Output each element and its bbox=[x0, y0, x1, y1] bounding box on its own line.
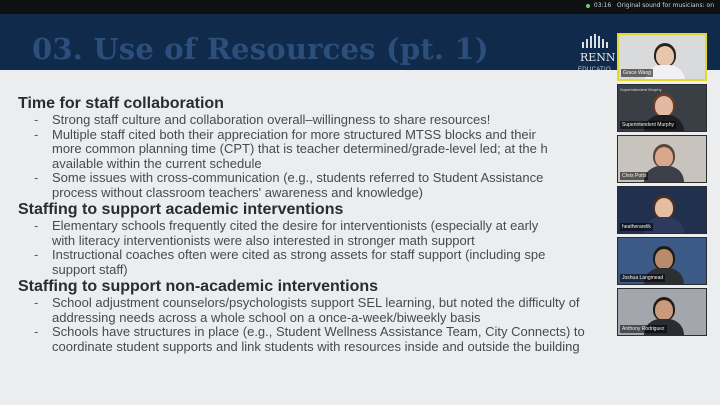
participant-face bbox=[656, 46, 674, 66]
bullet-line: - Instructional coaches often were cited as strong assets for staff support (including spe bbox=[52, 247, 546, 262]
bullet-line: - Some issues with cross-communication (e.g., students referred to Student Assistance bbox=[52, 170, 544, 185]
logo-name: RENN bbox=[580, 51, 616, 64]
zoom-time: 03:16 bbox=[593, 2, 612, 9]
participant-gallery bbox=[617, 33, 707, 337]
bullet-item bbox=[34, 296, 708, 325]
slide-content bbox=[18, 94, 708, 354]
slide-title: 03. Use of Resources (pt. 1) bbox=[32, 32, 489, 66]
bullet-line: with literacy interventionists were also interested in stronger math support bbox=[52, 232, 475, 248]
bullet-item bbox=[34, 128, 708, 172]
recording-indicator-icon bbox=[586, 4, 590, 8]
bullet-line: - School adjustment counselors/psychologists support SEL learning, but noted the difficulty of bbox=[52, 295, 580, 310]
bullet-line: - Schools have structures in place (e.g., Student Wellness Assistance Team, City Connects) to bbox=[52, 324, 585, 339]
participant-tile[interactable] bbox=[617, 84, 707, 132]
tile-caption: Superintendent Murphy bbox=[620, 87, 662, 92]
bullet-line: available within the current schedule bbox=[52, 155, 262, 171]
original-sound-toggle[interactable]: Original sound for musicians: on bbox=[616, 2, 714, 9]
participant-name: Superintendent Murphy bbox=[622, 122, 674, 128]
slide-header bbox=[0, 14, 720, 70]
logo-building-icon bbox=[582, 34, 614, 48]
participant-face bbox=[655, 300, 673, 320]
participant-face bbox=[655, 198, 673, 218]
bullet-list bbox=[18, 296, 708, 354]
section-heading: Time for staff collaboration bbox=[18, 95, 224, 112]
bullet-line: process without classroom teachers' awareness and knowledge) bbox=[52, 184, 424, 200]
bullet-line: - Multiple staff cited both their appreciation for more structured MTSS blocks and their bbox=[52, 126, 536, 142]
zoom-top-bar bbox=[0, 0, 720, 14]
participant-name: Anthony Rodriguez bbox=[622, 326, 665, 332]
participant-name: Chris Potts bbox=[622, 173, 647, 179]
participant-name: heatherarelik bbox=[622, 224, 651, 230]
section-heading: Staffing to support non-academic interventions bbox=[18, 278, 379, 295]
bullet-line: - Elementary schools frequently cited the desire for interventionists (especially at early bbox=[52, 218, 539, 233]
bullet-item bbox=[34, 171, 708, 200]
bullet-line: more common planning time (CPT) that is teacher determined/grade-level led; at the h bbox=[52, 141, 548, 156]
bullet-item bbox=[34, 219, 708, 248]
bullet-item bbox=[34, 113, 708, 128]
participant-body bbox=[644, 166, 684, 183]
participant-face bbox=[655, 96, 673, 116]
participant-tile[interactable] bbox=[617, 33, 707, 81]
bullet-item bbox=[34, 248, 708, 277]
bullet-line: - Strong staff culture and collaboration overall–willingness to share resources! bbox=[52, 112, 491, 127]
participant-tile[interactable] bbox=[617, 237, 707, 285]
slide-body bbox=[0, 70, 720, 405]
participant-face bbox=[655, 147, 673, 167]
participant-tile[interactable] bbox=[617, 135, 707, 183]
participant-name: Joshua Langmead bbox=[622, 275, 664, 281]
bullet-list bbox=[18, 219, 708, 277]
zoom-status bbox=[586, 2, 714, 9]
participant-tile[interactable] bbox=[617, 186, 707, 234]
participant-name: Grace Wang bbox=[623, 70, 651, 76]
bullet-line: addressing needs across a whole school on a once-a-week/biweekly basis bbox=[52, 309, 481, 325]
participant-face bbox=[655, 249, 673, 269]
bullet-line: support staff) bbox=[52, 261, 128, 277]
bullet-line: coordinate student supports and link students with resources inside and outside the building bbox=[52, 338, 580, 354]
section-heading: Staffing to support academic interventions bbox=[18, 201, 344, 218]
bullet-list bbox=[18, 113, 708, 200]
bullet-item bbox=[34, 325, 708, 354]
participant-tile[interactable] bbox=[617, 288, 707, 336]
